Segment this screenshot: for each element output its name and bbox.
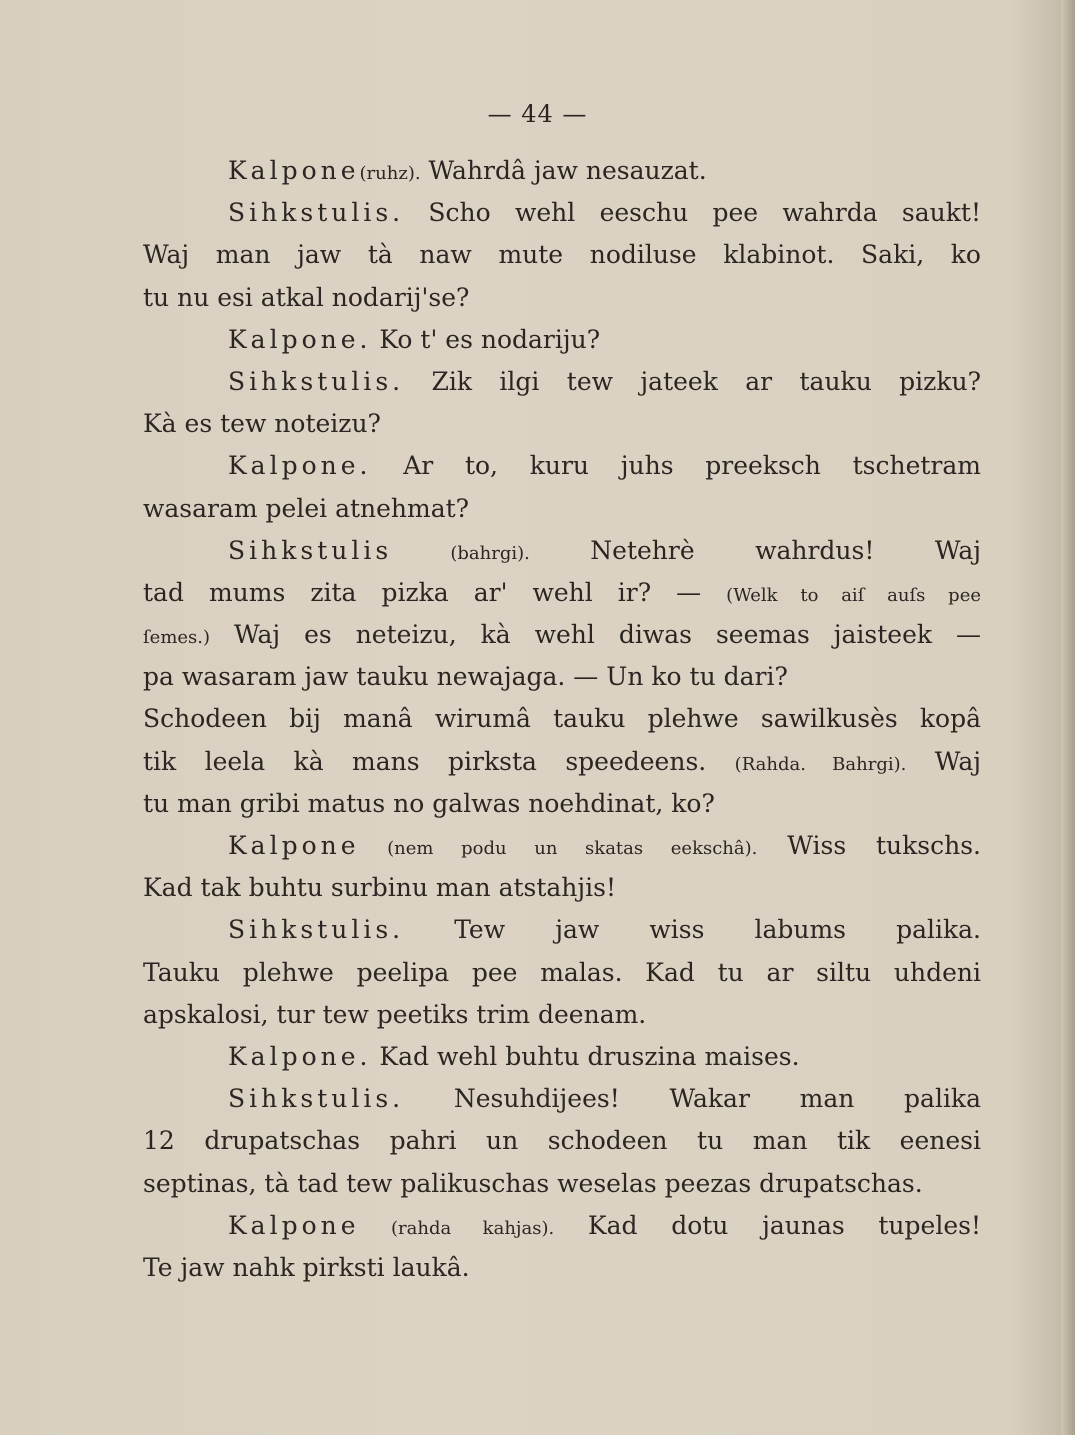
line-text: Ko t' es nodariju? bbox=[371, 324, 601, 354]
stage-direction: (Welk to aiſ auſs pee bbox=[726, 584, 981, 606]
text-line bbox=[143, 530, 981, 572]
speaker-name: Kalpone. bbox=[228, 451, 372, 481]
text-line bbox=[143, 277, 981, 319]
speaker-name: Kalpone bbox=[228, 156, 360, 185]
text-line bbox=[143, 952, 981, 994]
text-line bbox=[143, 614, 981, 656]
text-line bbox=[143, 403, 981, 445]
stage-direction: (nem podu un skatas eekschâ). bbox=[359, 838, 758, 859]
play-text bbox=[143, 150, 981, 1289]
text-line bbox=[143, 361, 981, 403]
speaker-name: Kalpone. bbox=[228, 1041, 372, 1071]
stage-direction: (Rahda. Bahrgi). bbox=[734, 753, 907, 775]
text-line bbox=[143, 319, 981, 361]
text-line bbox=[143, 867, 981, 909]
text-line bbox=[143, 488, 981, 530]
line-text: Tew jaw wiss labums palika. bbox=[404, 915, 981, 945]
line-text: Kad wehl buhtu druszina maises. bbox=[371, 1041, 800, 1071]
line-text: tad mums zita pizka ar' wehl ir? — bbox=[143, 577, 727, 607]
text-line bbox=[143, 192, 981, 234]
page-number: — 44 — bbox=[487, 100, 588, 128]
line-text: Waj bbox=[906, 746, 981, 776]
line-text: Schodeen bij manâ wirumâ tauku plehwe sawilkusès kopâ bbox=[143, 704, 981, 734]
text-line bbox=[143, 234, 981, 276]
text-line bbox=[143, 1036, 981, 1078]
text-line bbox=[143, 783, 981, 825]
speaker-name: Sihkstulis. bbox=[228, 1084, 405, 1114]
line-text: Kad tak buhtu surbinu man atstahjis! bbox=[143, 873, 617, 903]
line-text: wasaram pelei atnehmat? bbox=[143, 493, 470, 523]
line-text: Ar to, kuru juhs preeksch tschetram bbox=[371, 451, 981, 481]
line-text: tu nu esi atkal nodarij'se? bbox=[143, 282, 470, 312]
line-text: Scho wehl eeschu pee wahrda saukt! bbox=[404, 198, 981, 228]
line-text: tu man gribi matus no galwas noehdinat, ko? bbox=[143, 788, 715, 818]
text-line bbox=[143, 825, 981, 867]
line-text: Zik ilgi tew jateek ar tauku pizku? bbox=[404, 366, 981, 396]
line-text: 12 drupatschas pahri un schodeen tu man tik eenesi bbox=[143, 1126, 981, 1156]
stage-direction: (ruhz). bbox=[359, 163, 421, 184]
line-text: septinas, tà tad tew palikuschas weselas peezas drupatschas. bbox=[143, 1168, 923, 1198]
speaker-name: Sihkstulis. bbox=[228, 366, 405, 396]
line-text: pa wasaram jaw tauku newajaga. — Un ko tu dari? bbox=[143, 662, 788, 692]
line-text: Wiss tukschs. bbox=[757, 831, 981, 860]
text-line bbox=[143, 1205, 981, 1247]
text-line bbox=[143, 1163, 981, 1205]
text-line bbox=[143, 656, 981, 698]
line-text: Netehrè wahrdus! Waj bbox=[529, 535, 981, 565]
page-binding-edge bbox=[1061, 0, 1075, 1435]
line-text: Waj man jaw tà naw mute nodiluse klabinot. Saki, ko bbox=[143, 240, 981, 270]
text-line bbox=[143, 1247, 981, 1289]
text-line bbox=[143, 994, 981, 1036]
line-text: Kà es tew noteizu? bbox=[143, 409, 381, 439]
text-line bbox=[143, 698, 981, 740]
text-line bbox=[143, 150, 981, 192]
speaker-name: Kalpone. bbox=[228, 324, 372, 354]
speaker-name: Sihkstulis bbox=[228, 535, 393, 565]
text-line bbox=[143, 572, 981, 614]
text-line bbox=[143, 909, 981, 951]
line-text: Te jaw nahk pirksti laukâ. bbox=[143, 1252, 470, 1282]
text-line bbox=[143, 445, 981, 487]
line-text: apskalosi, tur tew peetiks trim deenam. bbox=[143, 999, 647, 1029]
line-text: Tauku plehwe peelipa pee malas. Kad tu ar siltu uhdeni bbox=[143, 957, 981, 987]
stage-direction: (rahda kahjas). bbox=[359, 1217, 555, 1239]
line-text: tik leela kà mans pirksta speedeens. bbox=[143, 746, 735, 776]
speaker-name: Sihkstulis. bbox=[228, 198, 405, 228]
text-line bbox=[143, 741, 981, 783]
text-line bbox=[143, 1078, 981, 1120]
line-text: Nesuhdijees! Wakar man palika bbox=[404, 1084, 981, 1114]
text-line bbox=[143, 1120, 981, 1162]
speaker-name: Sihkstulis. bbox=[228, 915, 405, 945]
line-text: Kad dotu jaunas tupeles! bbox=[554, 1210, 981, 1240]
stage-direction: ſemes.) bbox=[143, 627, 211, 649]
speaker-name: Kalpone bbox=[228, 1210, 360, 1240]
line-text: Wahrdâ jaw nesauzat. bbox=[420, 156, 707, 185]
speaker-name: Kalpone bbox=[228, 831, 360, 860]
line-text: Waj es neteizu, kà wehl diwas seemas jaisteek — bbox=[210, 620, 981, 650]
stage-direction: (bahrgi). bbox=[392, 542, 530, 564]
